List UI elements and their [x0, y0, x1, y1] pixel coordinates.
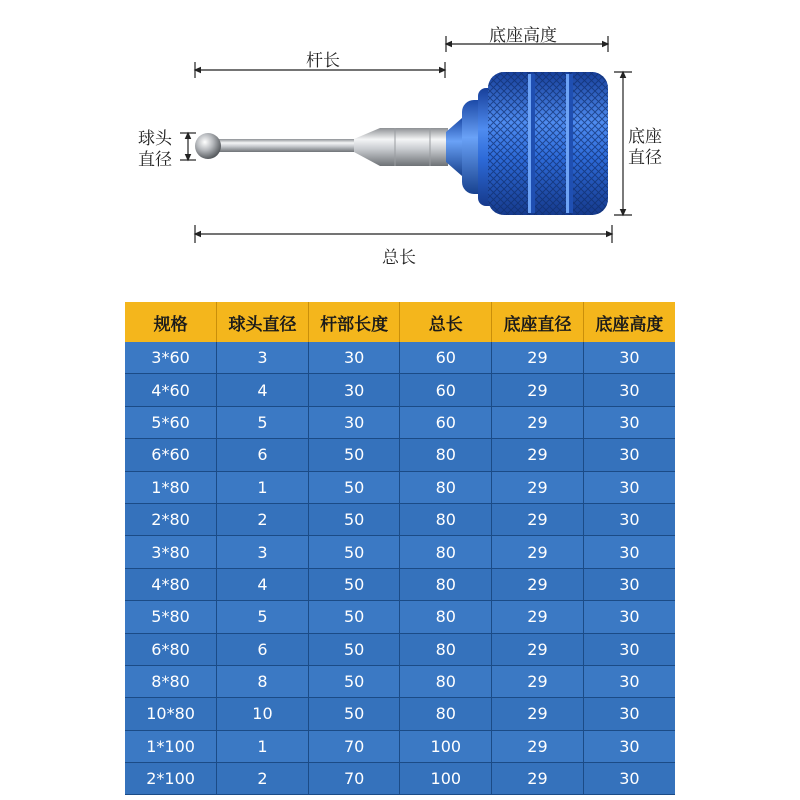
table-row	[125, 568, 675, 600]
ball-diameter-label-line1: 球头	[138, 129, 172, 149]
base-height-label: 底座高度	[489, 26, 557, 46]
table-header-row	[125, 302, 675, 342]
table-cell: 30	[583, 665, 675, 697]
table-cell: 1*100	[125, 730, 217, 762]
table-row	[125, 698, 675, 730]
table-cell: 80	[400, 568, 492, 600]
table-cell: 3	[217, 536, 309, 568]
table-cell: 2*100	[125, 763, 217, 795]
table-cell: 50	[308, 471, 400, 503]
table-cell: 30	[308, 342, 400, 374]
rod-length-label: 杆长	[306, 51, 340, 71]
table-cell: 29	[492, 665, 584, 697]
table-cell: 30	[583, 763, 675, 795]
table-cell: 80	[400, 536, 492, 568]
table-row	[125, 665, 675, 697]
table-cell: 80	[400, 665, 492, 697]
table-cell: 5*60	[125, 406, 217, 438]
table-cell: 2	[217, 503, 309, 535]
table-cell: 30	[308, 374, 400, 406]
table-cell: 70	[308, 730, 400, 762]
table-cell: 30	[583, 342, 675, 374]
table-cell: 29	[492, 471, 584, 503]
table-cell: 70	[308, 763, 400, 795]
table-row	[125, 342, 675, 374]
table-cell: 29	[492, 730, 584, 762]
table-cell: 50	[308, 665, 400, 697]
product-diagram	[0, 0, 800, 290]
base-diameter-label-line1: 底座	[628, 127, 662, 147]
table-row	[125, 536, 675, 568]
table-cell: 80	[400, 698, 492, 730]
table-cell: 80	[400, 471, 492, 503]
table-cell: 60	[400, 406, 492, 438]
table-cell: 30	[583, 536, 675, 568]
base-diameter-label-line2: 直径	[628, 148, 662, 168]
table-cell: 1	[217, 471, 309, 503]
table-cell: 50	[308, 503, 400, 535]
total-length-label: 总长	[382, 248, 416, 268]
table-cell: 29	[492, 601, 584, 633]
table-cell: 29	[492, 763, 584, 795]
table-cell: 3	[217, 342, 309, 374]
table-cell: 6*60	[125, 439, 217, 471]
column-header: 规格	[125, 302, 217, 342]
table-cell: 10	[217, 698, 309, 730]
table-cell: 4	[217, 374, 309, 406]
table-cell: 100	[400, 763, 492, 795]
table-cell: 60	[400, 342, 492, 374]
table-cell: 30	[583, 374, 675, 406]
table-cell: 50	[308, 568, 400, 600]
total-length-dimension	[195, 225, 612, 243]
column-header: 总长	[400, 302, 492, 342]
table-cell: 8	[217, 665, 309, 697]
table-cell: 29	[492, 439, 584, 471]
table-cell: 80	[400, 439, 492, 471]
ball-diameter-label-line2: 直径	[138, 150, 172, 170]
table-cell: 30	[583, 503, 675, 535]
ball-diameter-dimension	[180, 133, 196, 160]
table-row	[125, 471, 675, 503]
table-row	[125, 439, 675, 471]
table-row	[125, 503, 675, 535]
table-cell: 29	[492, 698, 584, 730]
column-header: 球头直径	[217, 302, 309, 342]
knurled-base	[488, 72, 608, 215]
table-cell: 2	[217, 763, 309, 795]
table-cell: 4*80	[125, 568, 217, 600]
column-header: 杆部长度	[308, 302, 400, 342]
column-header: 底座高度	[583, 302, 675, 342]
table-cell: 80	[400, 601, 492, 633]
table-cell: 29	[492, 406, 584, 438]
table-cell: 50	[308, 698, 400, 730]
table-cell: 60	[400, 374, 492, 406]
table-cell: 6	[217, 633, 309, 665]
table-cell: 3*60	[125, 342, 217, 374]
table-cell: 50	[308, 601, 400, 633]
table-cell: 29	[492, 568, 584, 600]
table-cell: 80	[400, 633, 492, 665]
table-row	[125, 730, 675, 762]
table-cell: 30	[583, 730, 675, 762]
table-cell: 50	[308, 633, 400, 665]
table-cell: 30	[308, 406, 400, 438]
ball-tip	[195, 133, 221, 159]
column-header: 底座直径	[492, 302, 584, 342]
table-cell: 29	[492, 342, 584, 374]
table-cell: 29	[492, 633, 584, 665]
table-cell: 2*80	[125, 503, 217, 535]
table-body	[125, 342, 675, 795]
table-cell: 1*80	[125, 471, 217, 503]
table-cell: 80	[400, 503, 492, 535]
table-cell: 30	[583, 601, 675, 633]
table-cell: 29	[492, 374, 584, 406]
table-cell: 29	[492, 503, 584, 535]
table-cell: 29	[492, 536, 584, 568]
table-cell: 30	[583, 471, 675, 503]
table-cell: 5	[217, 406, 309, 438]
table-row	[125, 601, 675, 633]
table-cell: 30	[583, 406, 675, 438]
table-cell: 6	[217, 439, 309, 471]
table-row	[125, 633, 675, 665]
table-cell: 30	[583, 698, 675, 730]
probe-body	[195, 72, 608, 215]
spec-table	[125, 302, 675, 795]
table-row	[125, 374, 675, 406]
table-cell: 8*80	[125, 665, 217, 697]
table-cell: 100	[400, 730, 492, 762]
table-cell: 30	[583, 633, 675, 665]
table-row	[125, 763, 675, 795]
table-cell: 1	[217, 730, 309, 762]
table-cell: 30	[583, 568, 675, 600]
table-cell: 30	[583, 439, 675, 471]
table-cell: 10*80	[125, 698, 217, 730]
table-cell: 50	[308, 439, 400, 471]
table-cell: 5*80	[125, 601, 217, 633]
table-cell: 3*80	[125, 536, 217, 568]
table-cell: 4	[217, 568, 309, 600]
table-cell: 6*80	[125, 633, 217, 665]
table-cell: 5	[217, 601, 309, 633]
table-cell: 4*60	[125, 374, 217, 406]
table-cell: 50	[308, 536, 400, 568]
table-row	[125, 406, 675, 438]
